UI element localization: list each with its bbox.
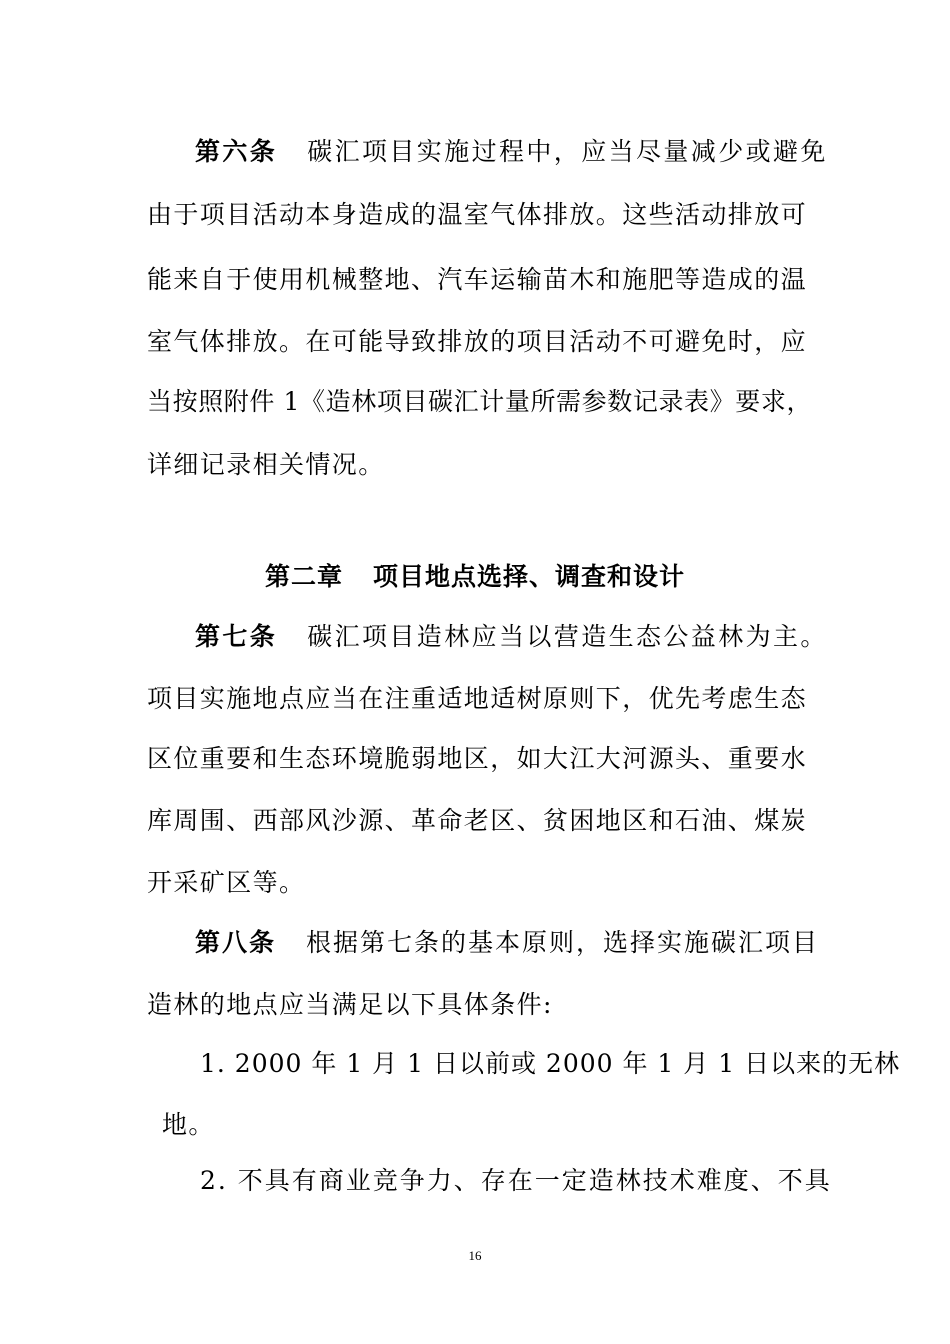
item-1-line-2: 地。	[162, 1110, 215, 1139]
chapter-heading	[0, 560, 950, 594]
article-7-label: 第七条	[195, 622, 278, 651]
article-6-line-2: 由于项目活动本身造成的温室气体排放。这些活动排放可	[147, 200, 808, 229]
chapter-title: 项目地点选择、调查和设计	[373, 562, 686, 591]
page-number: 16	[468, 1248, 482, 1263]
article-8-text: 根据第七条的基本原则，选择实施碳汇项目	[306, 928, 820, 957]
article-8-label: 第八条	[195, 928, 277, 957]
item-2-line-1: 2. 不具有商业竞争力、存在一定造林技术难度、不具	[200, 1166, 832, 1195]
article-6-label: 第六条	[195, 137, 278, 166]
article-7-line-5: 开采矿区等。	[147, 868, 306, 897]
article-7-line-4: 库周围、西部风沙源、革命老区、贫困地区和石油、煤炭	[147, 806, 808, 835]
article-6-text: 碳汇项目实施过程中，应当尽量减少或避免	[307, 137, 828, 166]
article-7-first-line	[195, 620, 828, 654]
article-8-line-2: 造林的地点应当满足以下具体条件:	[147, 990, 553, 1019]
article-7-text: 碳汇项目造林应当以营造生态公益林为主。	[307, 622, 828, 651]
article-6-line-5: 当按照附件 1《造林项目碳汇计量所需参数记录表》要求，	[147, 387, 813, 416]
article-8-first-line	[195, 926, 820, 960]
article-6-first-line	[195, 135, 828, 169]
chapter-number: 第二章	[264, 562, 343, 591]
article-6-line-6: 详细记录相关情况。	[147, 450, 385, 479]
article-6-line-3: 能来自于使用机械整地、汽车运输苗木和施肥等造成的温	[147, 265, 808, 294]
article-7-line-3: 区位重要和生态环境脆弱地区，如大江大河源头、重要水	[147, 744, 808, 773]
article-6-line-4: 室气体排放。在可能导致排放的项目活动不可避免时，应	[147, 327, 808, 356]
item-1-line-1: 1. 2000 年 1 月 1 日以前或 2000 年 1 月 1 日以来的无林	[200, 1049, 901, 1078]
article-7-line-2: 项目实施地点应当在注重适地适树原则下，优先考虑生态	[147, 684, 808, 713]
